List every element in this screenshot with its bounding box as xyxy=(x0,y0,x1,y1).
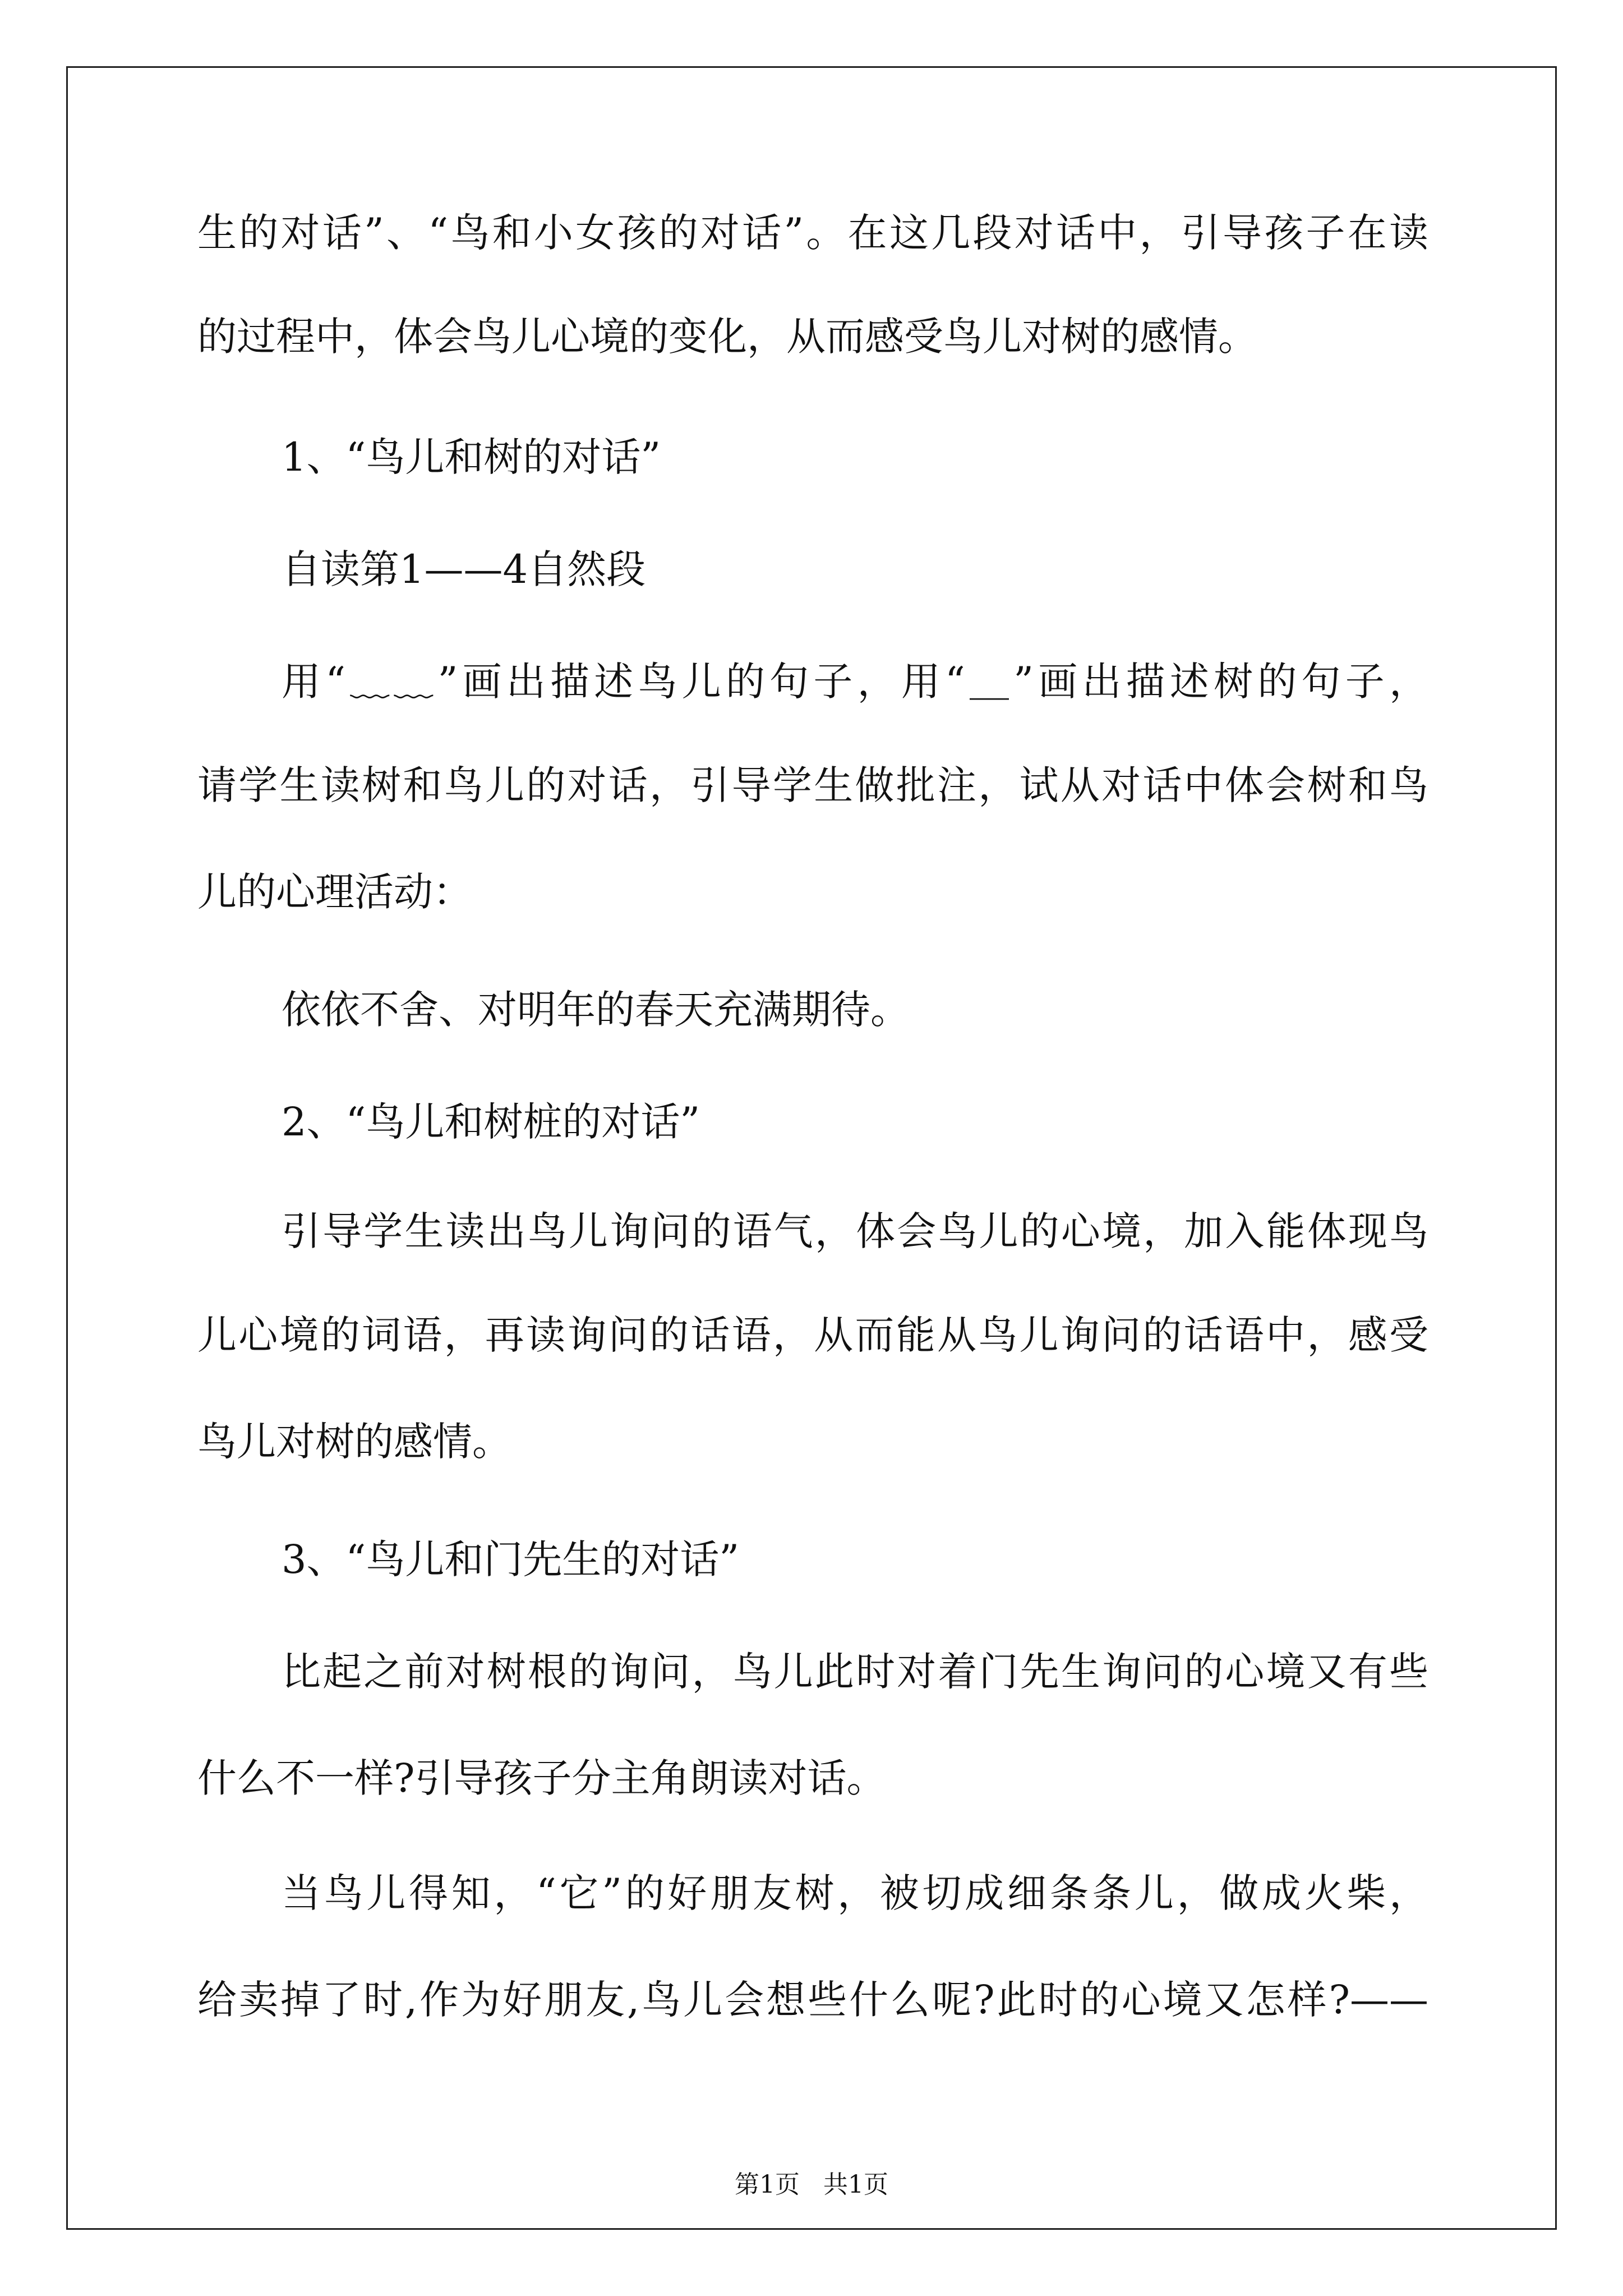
text-line-16: 当鸟儿得知，“它”的好朋友树，被切成细条条儿，做成火柴， xyxy=(282,1870,1428,1916)
page-footer xyxy=(0,2171,1623,2199)
text-line-12: 鸟儿对树的感情。 xyxy=(197,1419,511,1465)
text-line-4: 自读第1——4自然段 xyxy=(282,546,646,592)
text-line-8: 依依不舍、对明年的春天充满期待。 xyxy=(282,987,910,1033)
text-line-14: 比起之前对树根的询问，鸟儿此时对着门先生询问的心境又有些 xyxy=(282,1649,1428,1695)
text-line-17: 给卖掉了时,作为好朋友,鸟儿会想些什么呢?此时的心境又怎样?—— xyxy=(197,1977,1428,2023)
text-line-9: 2、“鸟儿和树桩的对话” xyxy=(282,1099,700,1145)
text-line-15: 什么不一样?引导孩子分主角朗读对话。 xyxy=(197,1755,886,1801)
text-line-6: 请学生读树和鸟儿的对话，引导学生做批注，试从对话中体会树和鸟 xyxy=(197,762,1428,808)
page-number-label: 第1页 xyxy=(735,2170,800,2199)
text-line-2: 的过程中，体会鸟儿心境的变化，从而感受鸟儿对树的感情。 xyxy=(197,314,1257,360)
text-line-7: 儿的心理活动： xyxy=(197,869,472,915)
text-line-5: 用“﹏﹏”画出描述鸟儿的句子，用“＿”画出描述树的句子， xyxy=(282,659,1428,705)
text-line-1: 生的对话”、“鸟和小女孩的对话”。在这几段对话中，引导孩子在读 xyxy=(197,210,1428,256)
text-line-10: 引导学生读出鸟儿询问的语气，体会鸟儿的心境，加入能体现鸟 xyxy=(282,1208,1428,1254)
text-line-3: 1、“鸟儿和树的对话” xyxy=(282,434,661,480)
text-line-11: 儿心境的词语，再读询问的话语，从而能从鸟儿询问的话语中，感受 xyxy=(197,1312,1428,1358)
total-pages-label: 共1页 xyxy=(823,2170,888,2199)
text-line-13: 3、“鸟儿和门先生的对话” xyxy=(282,1536,740,1582)
